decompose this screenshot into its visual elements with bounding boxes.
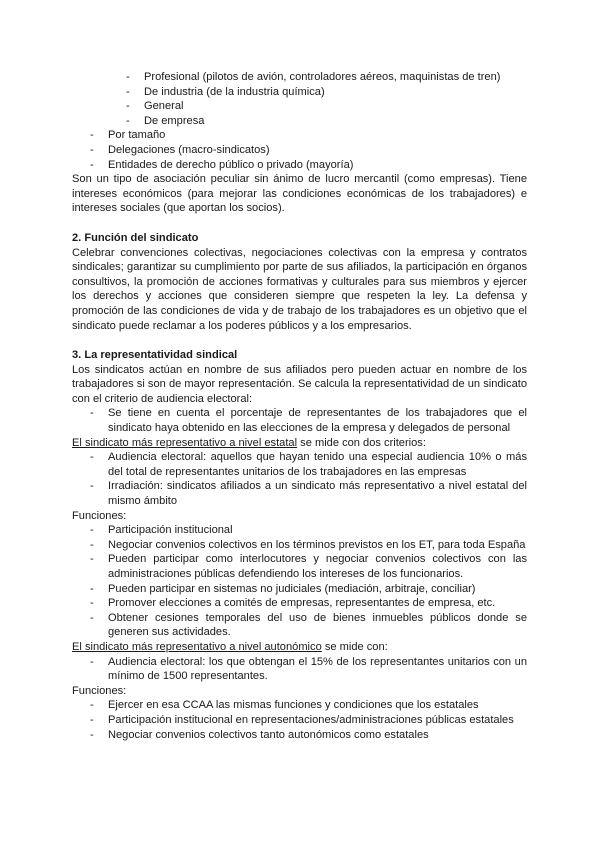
- autonomico-title: El sindicato más representativo a nivel autonómico: [72, 640, 322, 653]
- estatal-functions-label: Funciones:: [72, 509, 127, 522]
- estatal-criteria-list: [72, 450, 527, 508]
- association-paragraph: Son un tipo de asociación peculiar sin ánimo de lucro mercantil (como empresas). Tiene intereses económicos (para mejorar las condiciones económicas de los trabajadores) e intereses sociales (que aportan los socios).: [72, 173, 527, 215]
- dash-bullet-icon: -: [90, 597, 94, 610]
- classification-list: [72, 128, 527, 172]
- dash-bullet-icon: -: [90, 611, 94, 624]
- dash-bullet-icon: -: [126, 100, 130, 113]
- dash-bullet-icon: -: [90, 655, 94, 668]
- dash-bullet-icon: -: [90, 713, 94, 726]
- dash-bullet-icon: -: [90, 582, 94, 595]
- section-heading-representatividad: 3. La representatividad sindical: [72, 349, 238, 362]
- list-item: - Irradiación: sindicatos afiliados a un sindicato más representativo a nivel estatal del mismo ámbito: [90, 480, 527, 508]
- list-item: - Profesional (pilotos de avión, controladores aéreos, maquinistas de tren): [126, 71, 501, 83]
- list-item: - Participación institucional en representaciones/administraciones públicas estatales: [90, 713, 514, 726]
- representatividad-intro: Los sindicatos actúan en nombre de sus afiliados pero pueden actuar en nombre de los trabajadores si son de mayor representación. Se calcula la representatividad de un sindicato con el criterio de audiencia electoral:: [72, 363, 527, 405]
- list-item: - Por tamaño: [90, 129, 166, 142]
- dash-bullet-icon: -: [126, 71, 130, 83]
- list-item: - Se tiene en cuenta el porcentaje de representantes de los trabajadores que el sindicato haya obtenido en las elecciones de la empresa y delegados de personal: [90, 407, 527, 435]
- dash-bullet-icon: -: [90, 553, 94, 566]
- dash-bullet-icon: -: [90, 451, 94, 464]
- dash-bullet-icon: -: [90, 407, 94, 420]
- list-item: - Ejercer en esa CCAA las mismas funciones y condiciones que los estatales: [90, 699, 479, 712]
- list-item: - Audiencia electoral: los que obtengan el 15% de los representantes unitarios con un mínimo de 1500 representantes.: [90, 655, 527, 683]
- list-item: - De industria (de la industria química): [126, 85, 325, 98]
- list-item: - Negociar convenios colectivos tanto autonómicos como estatales: [90, 728, 429, 741]
- autonomico-criteria-list: [72, 655, 527, 684]
- dash-bullet-icon: -: [90, 524, 94, 537]
- dash-bullet-icon: -: [126, 114, 130, 127]
- estatal-functions-list: [72, 523, 527, 640]
- list-item: - Audiencia electoral: aquellos que hayan tenido una especial audiencia 10% o más del total de representantes unitarios de los trabajadores en las empresas: [90, 451, 527, 478]
- list-item: - Delegaciones (macro-sindicatos): [90, 143, 270, 156]
- estatal-title: El sindicato más representativo a nivel estatal: [72, 436, 298, 449]
- list-item: - Pueden participar en sistemas no judiciales (mediación, arbitraje, conciliar): [90, 582, 476, 595]
- dash-bullet-icon: -: [90, 143, 94, 156]
- section-heading-funcion: 2. Función del sindicato: [72, 231, 199, 244]
- estatal-suffix: se mide con dos criterios:: [297, 436, 426, 449]
- dash-bullet-icon: -: [90, 480, 94, 493]
- dash-bullet-icon: -: [90, 538, 94, 551]
- autonomico-suffix: se mide con:: [321, 640, 388, 653]
- list-item: - Negociar convenios colectivos en los términos previstos en los ET, para toda España: [90, 538, 526, 551]
- list-item: - Promover elecciones a comités de empresas, representantes de empresa, etc.: [90, 597, 496, 610]
- list-item: - Participación institucional: [90, 524, 233, 537]
- dash-bullet-icon: -: [90, 158, 94, 171]
- dash-bullet-icon: -: [90, 728, 94, 741]
- list-item: - Pueden participar como interlocutores y negociar convenios colectivos con las administraciones públicas defendiendo los intereses de los funcionarios.: [90, 553, 527, 580]
- dash-bullet-icon: -: [90, 129, 94, 142]
- document-content: [72, 70, 527, 742]
- list-item: - Entidades de derecho público o privado (mayoría): [90, 158, 354, 171]
- list-item: - General: [126, 100, 184, 113]
- dash-bullet-icon: -: [90, 699, 94, 712]
- intro-bullet-list: [72, 406, 527, 435]
- estatal-criteria-line: [72, 436, 527, 451]
- subtype-list: [72, 70, 527, 128]
- autonomico-functions-label: Funciones:: [72, 684, 127, 697]
- dash-bullet-icon: -: [126, 85, 130, 98]
- list-item: - De empresa: [126, 114, 205, 127]
- list-item: - Obtener cesiones temporales del uso de bienes inmuebles públicos donde se generen sus actividades.: [90, 611, 527, 639]
- funcion-paragraph: Celebrar convenciones colectivas, negociaciones colectivas con la empresa y contratos sindicales; garantizar su cumplimiento por parte de sus afiliados, la participación en órganos consultivos, la promoción de acciones formativas y culturales para sus miembros y ejercer los derechos y acciones que consideren siempre que respeten la ley. La defensa y promoción de las condiciones de vida y de trabajo de los trabajadores es un objetivo que el sindicato puede reclamar a los poderes públicos y a los empresarios.: [72, 246, 527, 332]
- autonomico-criteria-line: [72, 640, 527, 655]
- autonomico-functions-list: [72, 698, 527, 742]
